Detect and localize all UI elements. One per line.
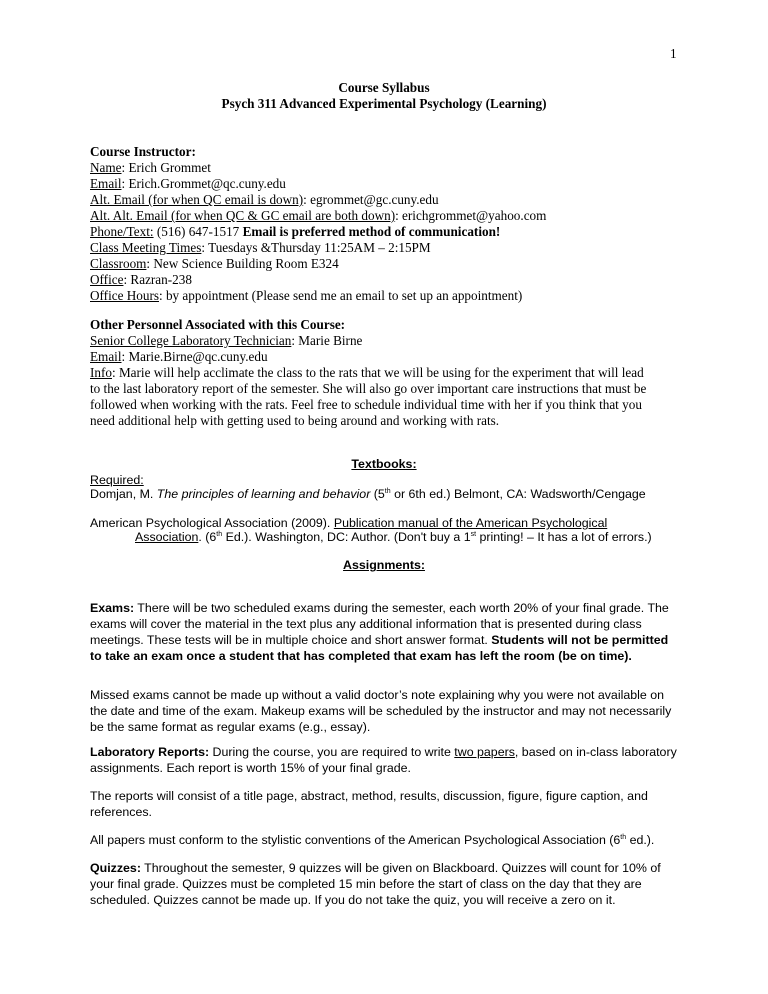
quizzes-paragraph bbox=[90, 860, 682, 908]
info-line-2: to the last laboratory report of the semester. She will also go over important care instructions that must be bbox=[90, 381, 647, 396]
info-line-3: followed when working with the rats. Feel free to schedule individual time with her if you think that you bbox=[90, 397, 642, 412]
assignments-heading: Assignments: bbox=[343, 558, 425, 572]
alt-alt-email-label: Alt. Alt. Email (for when QC & GC email are both down) bbox=[90, 208, 396, 223]
textbook-2-line-2 bbox=[135, 529, 652, 545]
page-number: 1 bbox=[670, 46, 677, 61]
apa-text: All papers must conform to the stylistic conventions of the American Psychological Association (6 bbox=[90, 833, 621, 847]
textbook-1 bbox=[90, 486, 646, 502]
exams-paragraph bbox=[90, 600, 682, 664]
meeting-value: : Tuesdays &Thursday 11:25AM – 2:15PM bbox=[201, 240, 431, 255]
phone-row bbox=[90, 224, 500, 240]
reports-contents-paragraph: The reports will consist of a title page, abstract, method, results, discussion, figure, figure caption, and references. bbox=[90, 789, 648, 819]
alt-email-row bbox=[90, 192, 439, 208]
book1-ed-open: (5 bbox=[370, 487, 385, 501]
required-label: Required: bbox=[90, 473, 144, 487]
textbooks-heading: Textbooks: bbox=[351, 457, 417, 471]
phone-value: (516) 647-1517 bbox=[153, 224, 243, 239]
apa-paragraph bbox=[90, 832, 682, 848]
book2-sup: th bbox=[216, 531, 223, 538]
technician-row bbox=[90, 333, 362, 349]
exams-text: There will be two scheduled exams during the semester, each worth 20% of your final grade. The exams will cover the material in the text plus any additional information that is presented during class meetings. These tests will be in multiple choice and short answer format. bbox=[90, 601, 669, 647]
email-value[interactable]: : Erich.Grommet@qc.cuny.edu bbox=[121, 176, 286, 191]
technician-label: Senior College Laboratory Technician bbox=[90, 333, 292, 348]
office-label: Office bbox=[90, 272, 124, 287]
email-label: Email bbox=[90, 176, 122, 191]
apa-end: ed.). bbox=[626, 833, 655, 847]
book2-end: printing! – It has a lot of errors.) bbox=[476, 530, 652, 544]
classroom-value: : New Science Building Room E324 bbox=[146, 256, 339, 271]
name-value: : Erich Grommet bbox=[121, 160, 211, 175]
book2-ed-open: . (6 bbox=[198, 530, 217, 544]
instructor-name-row bbox=[90, 160, 211, 176]
info-label: Info bbox=[90, 365, 112, 380]
book1-sup: th bbox=[384, 488, 391, 495]
office-hours-label: Office Hours bbox=[90, 288, 159, 303]
info-line-1 bbox=[90, 365, 644, 381]
book1-author: Domjan, M. bbox=[90, 487, 157, 501]
technician-email-label: Email bbox=[90, 349, 122, 364]
alt-alt-email-value[interactable]: : erichgrommet@yahoo.com bbox=[395, 208, 547, 223]
technician-value: : Marie Birne bbox=[291, 333, 363, 348]
lab-text-2: , based on in-class laboratory assignments. Each report is worth 15% of your final grade. bbox=[90, 745, 677, 775]
exams-bold-note: Students will not be permitted to take an exam once a student that has completed that exam has left the room (be on time). bbox=[90, 633, 669, 663]
office-row bbox=[90, 272, 192, 288]
office-value: : Razran-238 bbox=[123, 272, 192, 287]
lab-text-1: During the course, you are required to write bbox=[209, 745, 455, 759]
alt-email-label: Alt. Email (for when QC email is down) bbox=[90, 192, 304, 207]
phone-label: Phone/Text: bbox=[90, 224, 154, 239]
phone-note: Email is preferred method of communication! bbox=[242, 224, 501, 239]
meeting-label: Class Meeting Times bbox=[90, 240, 202, 255]
book1-rest: or 6th ed.) Belmont, CA: Wadsworth/Cengage bbox=[390, 487, 646, 501]
book2-sup2: st bbox=[470, 531, 477, 538]
lab-underline: two papers bbox=[454, 745, 515, 759]
info-line-4: need additional help with getting used to being around and working with rats. bbox=[90, 413, 500, 428]
document-title: Course Syllabus bbox=[338, 80, 430, 95]
meeting-times-row bbox=[90, 240, 431, 256]
lab-label: Laboratory Reports: bbox=[90, 745, 210, 759]
info-text-1: : Marie will help acclimate the class to the rats that we will be using for the experiment that will lead bbox=[111, 365, 644, 380]
technician-email-row bbox=[90, 349, 268, 365]
book1-title: The principles of learning and behavior bbox=[156, 487, 371, 501]
quiz-text: Throughout the semester, 9 quizzes will be given on Blackboard. Quizzes will count for 10% of your final grade. Quizzes must be completed 15 min before the start of class on the day that they are scheduled. Quizzes cannot be made up. If you do not take the quiz, you will receive a zero on it. bbox=[90, 861, 661, 907]
book2-author: American Psychological Association (2009). bbox=[90, 516, 334, 530]
office-hours-row bbox=[90, 288, 522, 304]
alt-alt-email-row bbox=[90, 208, 546, 224]
office-hours-value: : by appointment (Please send me an email to set up an appointment) bbox=[158, 288, 523, 303]
technician-email-value[interactable]: : Marie.Birne@qc.cuny.edu bbox=[121, 349, 268, 364]
missed-exams-paragraph: Missed exams cannot be made up without a valid doctor’s note explaining why you were not available on the date and time of the exam. Makeup exams will be scheduled by the instructor and may not necessarily be the same format as regular exams (e.g., essay). bbox=[90, 688, 672, 734]
apa-sup: th bbox=[620, 834, 627, 841]
book2-mid: Ed.). Washington, DC: Author. (Don't buy a 1 bbox=[222, 530, 471, 544]
alt-email-value[interactable]: : egrommet@gc.cuny.edu bbox=[303, 192, 439, 207]
book2-title-line-2: Association bbox=[135, 530, 199, 544]
instructor-email-row bbox=[90, 176, 286, 192]
book2-title-line-1: Publication manual of the American Psychological bbox=[333, 516, 608, 530]
lab-reports-paragraph bbox=[90, 744, 682, 776]
personnel-heading: Other Personnel Associated with this Course: bbox=[90, 317, 346, 332]
classroom-row bbox=[90, 256, 339, 272]
quiz-label: Quizzes: bbox=[90, 861, 141, 875]
instructor-heading: Course Instructor: bbox=[90, 144, 196, 159]
name-label: Name bbox=[90, 160, 122, 175]
course-title: Psych 311 Advanced Experimental Psychology (Learning) bbox=[221, 96, 547, 111]
classroom-label: Classroom bbox=[90, 256, 147, 271]
exams-label: Exams: bbox=[90, 601, 135, 615]
